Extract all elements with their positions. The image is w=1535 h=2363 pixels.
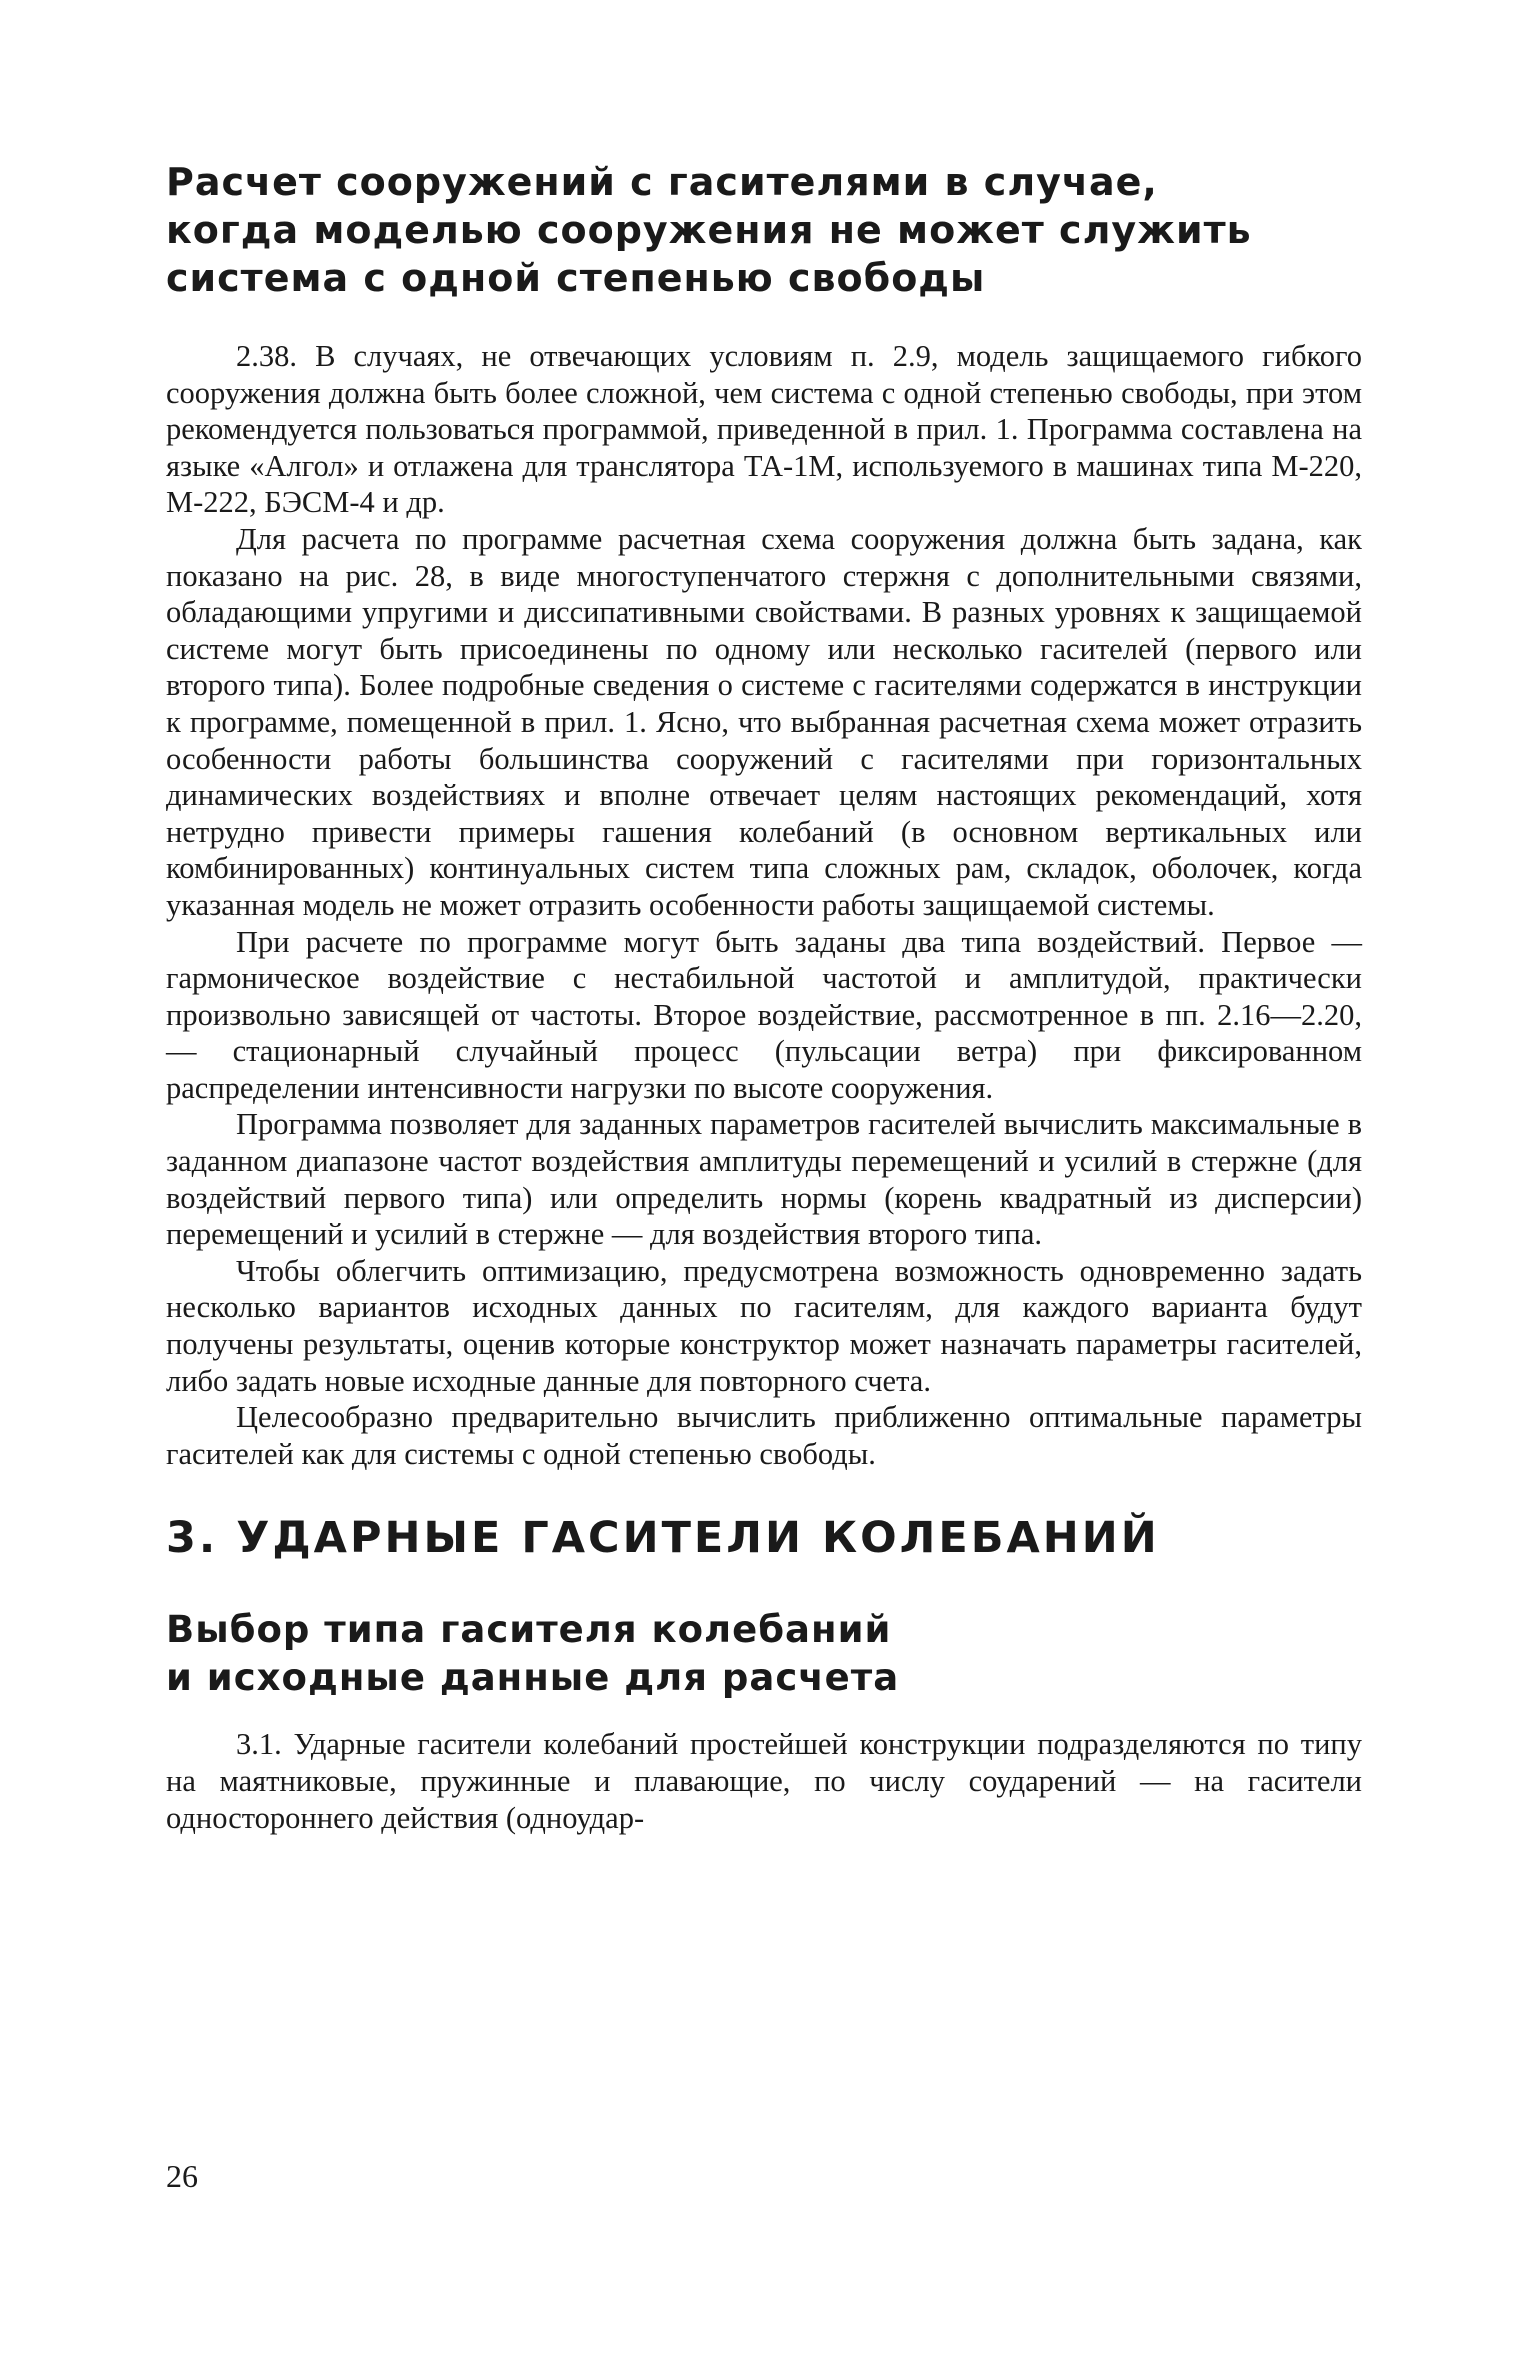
heading-line-3: система с одной степенью свободы [166, 256, 986, 300]
paragraph-3-1: 3.1. Ударные гасители колебаний простейшей конструкции подразделяются по типу на маятниковые, пружинные и плавающие, по числу соударений — на гасители одностороннего действия (одноудар- [166, 1727, 1362, 1835]
paragraph-2-38: 2.38. В случаях, не отвечающих условиям п. 2.9, модель защищаемого гибкого сооружения должна быть более сложной, чем система с одной степенью свободы, при этом рекомендуется пользоваться программой, приведенной в прил. 1. Программа составлена на языке «Алгол» и отлажена для транслятора ТА-1М, используемого в машинах типа М-220, М-222, БЭСМ-4 и др. [166, 339, 1362, 520]
chapter-title: 3. УДАРНЫЕ ГАСИТЕЛИ КОЛЕБАНИЙ [166, 1513, 1160, 1564]
paragraph-load-types: При расчете по программе могут быть заданы два типа воздействий. Первое — гармоническое воздействие с нестабильной частотой и амплитудой, практически произвольно зависящей от частоты. Второе воздействие, рассмотренное в пп. 2.16—2.20, — стационарный случайный процесс (пульсации ветра) при фиксированном распределении интенсивности нагрузки по высоте сооружения. [166, 924, 1362, 1105]
section-heading [166, 158, 1362, 302]
page-content [166, 158, 1362, 1836]
paragraph-preliminary-calc: Целесообразно предварительно вычислить приближенно оптимальные параметры гасителей как для системы с одной степенью свободы. [166, 1400, 1362, 1471]
paragraph-program-capabilities: Программа позволяет для заданных параметров гасителей вычислить максимальные в заданном диапазоне частот воздействия амплитуды перемещений и усилий в стержне (для воздействий первого типа) или определить нормы (корень квадратный из дисперсии) перемещений и усилий в стержне — для воздействия второго типа. [166, 1107, 1362, 1252]
sub-heading-line-1: Выбор типа гасителя колебаний [166, 1608, 892, 1652]
paragraph-optimization: Чтобы облегчить оптимизацию, предусмотрена возможность одновременно задать несколько вариантов исходных данных по гасителям, для каждого варианта будут получены результаты, оценив которые конструктор может назначать параметры гасителей, либо задать новые исходные данные для повторного счета. [166, 1253, 1362, 1398]
heading-line-2: когда моделью сооружения не может служить [166, 208, 1252, 252]
paragraph-design-scheme: Для расчета по программе расчетная схема сооружения должна быть задана, как показано на рис. 28, в виде многоступенчатого стержня с дополнительными связями, обладающими упругими и диссипативными свойствами. В разных уровнях к защищаемой системе могут быть присоединены по одному или несколько гасителей (первого или второго типа). Более подробные сведения о системе с гасителями содержатся в инструкции к программе, помещенной в прил. 1. Ясно, что выбранная расчетная схема может отразить особенности работы большинства сооружений с гасителями при горизонтальных динамических воздействиях и вполне отвечает целям настоящих рекомендаций, хотя нетрудно привести примеры гашения колебаний (в основном вертикальных или комбинированных) континуальных систем типа сложных рам, складок, оболочек, когда указанная модель не может отразить особенности работы защищаемой системы. [166, 521, 1362, 922]
page-number: 26 [166, 2158, 198, 2194]
sub-heading [166, 1606, 1362, 1702]
heading-line-1: Расчет сооружений с гасителями в случае, [166, 160, 1158, 204]
sub-heading-line-2: и исходные данные для расчета [166, 1656, 900, 1700]
